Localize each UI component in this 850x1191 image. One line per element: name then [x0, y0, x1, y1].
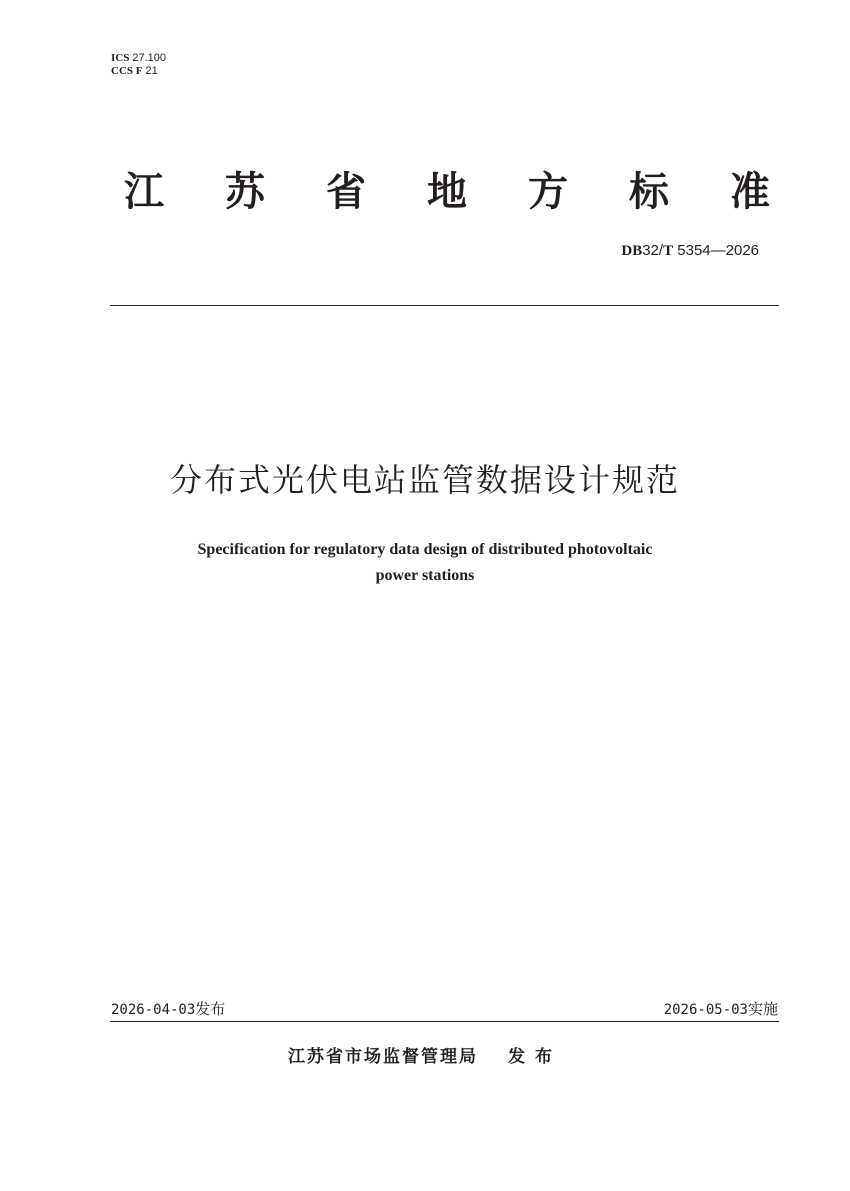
header-divider: [110, 305, 779, 306]
publisher-action: 发布: [508, 1047, 562, 1067]
document-title-en-line1: Specification for regulatory data design of distributed photovoltaic: [197, 541, 653, 558]
publisher-line: [0, 1046, 850, 1068]
ccs-label: CCS: [111, 65, 134, 77]
standard-number-value: 5354—2026: [673, 242, 759, 259]
implement-date: 2026-05-03: [663, 1002, 748, 1018]
ccs-value: 21: [145, 65, 158, 77]
issue-label: 发布: [195, 1000, 226, 1018]
ics-label: ICS: [111, 52, 130, 64]
standard-type-char: 方: [528, 169, 568, 215]
document-title-cn: 分布式光伏电站监管数据设计规范: [169, 461, 680, 499]
issue-date-block: [111, 1000, 225, 1019]
standard-type-char: 苏: [225, 169, 265, 215]
standard-type-heading: [124, 168, 770, 216]
standard-number-code: 32/: [642, 242, 664, 259]
publisher-name: 江苏省市场监督管理局: [288, 1047, 478, 1067]
footer-divider: [110, 1021, 779, 1022]
ccs-letter: F: [135, 65, 143, 77]
standard-number: [621, 241, 759, 260]
implement-date-block: [664, 1000, 778, 1019]
classification-codes: [111, 52, 166, 78]
standard-type-char: 准: [730, 169, 770, 215]
standard-type-char: 标: [629, 169, 669, 215]
ics-value: 27.100: [132, 52, 166, 64]
document-title-en-line2: power stations: [375, 567, 475, 584]
document-title-en: [100, 537, 750, 589]
implement-label: 实施: [747, 1000, 778, 1018]
standard-type-char: 省: [326, 169, 366, 215]
standard-type-char: 地: [427, 169, 467, 215]
ccs-code: [111, 65, 166, 78]
standard-number-prefix: DB: [621, 243, 643, 259]
standard-number-suffix: T: [663, 243, 674, 259]
ics-code: [111, 52, 166, 65]
standard-type-char: 江: [124, 169, 164, 215]
issue-date: 2026-04-03: [111, 1002, 196, 1018]
